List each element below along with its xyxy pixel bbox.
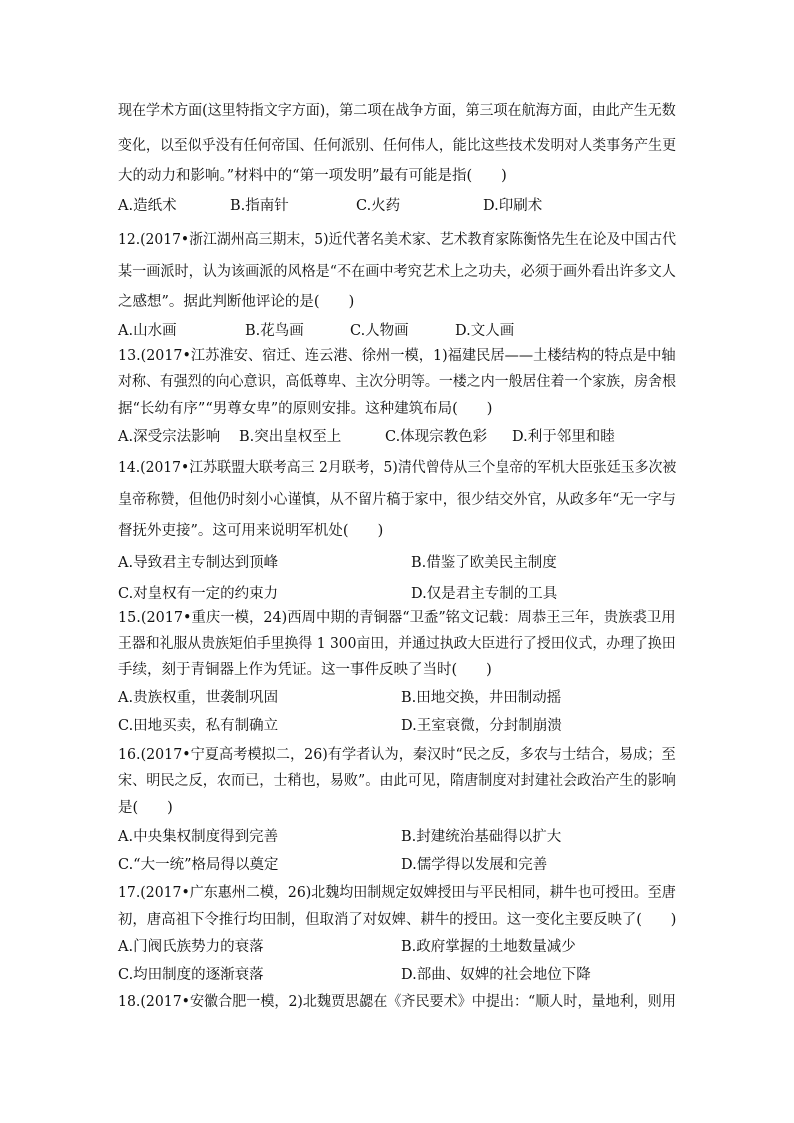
question-16-option-a: A.中央集权制度得到完善 — [118, 829, 279, 845]
question-13-option-a: A.深受宗法影响 — [118, 429, 221, 445]
question-18-text-line: 18.(2017•安徽合肥一模，2)北魏贾思勰在《齐民要术》中提出：“顺人时，量地利，则用 — [118, 994, 676, 1010]
question-16-option-b: B.封建统治基础得以扩大 — [401, 829, 562, 845]
question-16-text-line: 是( ) — [118, 800, 173, 816]
question-14-option-d: D.仅是君主专制的工具 — [411, 586, 558, 602]
question-13-text-line: 13.(2017•江苏淮安、宿迁、连云港、徐州一模，1)福建民居——土楼结构的特点是中轴 — [118, 348, 676, 364]
question-16-text-line: 宋、明民之反，农而已，士稍也，易败”。由此可见，隋唐制度对封建社会政治产生的影响 — [118, 773, 676, 789]
question-15-option-d: D.王室衰微，分封制崩溃 — [401, 718, 562, 734]
question-14-option-a: A.导致君主专制达到顶峰 — [118, 555, 279, 571]
question-16-option-d: D.儒学得以发展和完善 — [401, 857, 548, 873]
question-12-text-line: 之感想”。据此判断他评论的是( ) — [118, 294, 355, 310]
question-11-text-line: 变化，以至似乎没有任何帝国、任何派别、任何伟人，能比这些技术发明对人类事务产生更 — [118, 138, 677, 154]
question-14-text-line: 督抚外吏接”。这可用来说明军机处( ) — [118, 523, 384, 539]
question-13-option-c: C.体现宗教色彩 — [385, 429, 488, 445]
question-13-option-b: B.突出皇权至上 — [239, 429, 342, 445]
question-17-option-a: A.门阀氏族势力的衰落 — [118, 939, 264, 955]
question-12-text-line: 12.(2017•浙江湖州高三期末，5)近代著名美术家、艺术教育家陈衡恪先生在论及中国古代 — [118, 232, 677, 248]
question-14-option-b: B.借鉴了欧美民主制度 — [411, 555, 557, 571]
question-14-option-c: C.对皇权有一定的约束力 — [118, 586, 279, 602]
question-11-text-line: 现在学术方面(这里特指文字方面)，第二项在战争方面，第三项在航海方面，由此产生无数 — [118, 103, 676, 119]
question-15-option-c: C.田地买卖，私有制确立 — [118, 718, 279, 734]
question-11-option-b: B.指南针 — [230, 198, 289, 214]
question-17-option-b: B.政府掌握的土地数量减少 — [401, 939, 576, 955]
question-13-text-line: 对称、有强烈的向心意识，高低尊卑、主次分明等。一楼之内一般居住着一个家族，房舍根 — [118, 374, 677, 390]
question-11-option-d: D.印刷术 — [483, 198, 543, 214]
question-12-text-line: 某一画派时，认为该画派的风格是“不在画中考究艺术上之功夫，必须于画外看出许多文人 — [118, 264, 676, 280]
question-14-text-line: 皇帝称赞，但他仍时刻小心谨慎，从不留片稿于家中，很少结交外官，从政多年“无一字与 — [118, 492, 676, 508]
question-12-option-b: B.花鸟画 — [245, 323, 304, 339]
question-16-option-c: C.“大一统”格局得以奠定 — [118, 857, 279, 873]
question-11-option-c: C.火药 — [356, 198, 401, 214]
question-16-text-line: 16.(2017•宁夏高考模拟二，26)有学者认为，秦汉时“民之反，多农与士结合，易成；至 — [118, 747, 676, 763]
question-15-option-a: A.贵族权重，世袭制巩固 — [118, 690, 279, 706]
question-15-text-line: 手续，刻于青铜器上作为凭证。这一事件反映了当时( ) — [118, 662, 492, 678]
question-11-option-a: A.造纸术 — [118, 198, 177, 214]
question-17-option-c: C.均田制度的逐渐衰落 — [118, 967, 264, 983]
question-15-text-line: 王器和礼服从贵族矩伯手里换得 1 300亩田，并通过执政大臣进行了授田仪式，办理了换田 — [118, 636, 676, 652]
question-11-text-line: 大的动力和影响。”材料中的“第一项发明”最有可能是指( ) — [118, 168, 507, 184]
question-13-text-line: 据“长幼有序”“男尊女卑”的原则安排。这种建筑布局( ) — [118, 401, 493, 417]
question-17-text-line: 17.(2017•广东惠州二模，26)北魏均田制规定奴婢授田与平民相同，耕牛也可授田。至唐 — [118, 885, 676, 901]
question-12-option-c: C.人物画 — [350, 323, 409, 339]
question-17-option-d: D.部曲、奴婢的社会地位下降 — [401, 967, 591, 983]
question-14-text-line: 14.(2017•江苏联盟大联考高三 2月联考，5)清代曾侍从三个皇帝的军机大臣张廷玉多次被 — [118, 460, 677, 476]
question-13-option-d: D.利于邻里和睦 — [512, 429, 615, 445]
question-15-text-line: 15.(2017•重庆一模，24)西周中期的青铜器“卫盉”铭文记载：周恭王三年，贵族裘卫用 — [118, 610, 676, 626]
question-12-option-d: D.文人画 — [455, 323, 515, 339]
question-17-text-line: 初，唐高祖下令推行均田制，但取消了对奴婢、耕牛的授田。这一变化主要反映了( ) — [118, 912, 677, 928]
question-15-option-b: B.田地交换，井田制动摇 — [401, 690, 562, 706]
question-12-option-a: A.山水画 — [118, 323, 177, 339]
